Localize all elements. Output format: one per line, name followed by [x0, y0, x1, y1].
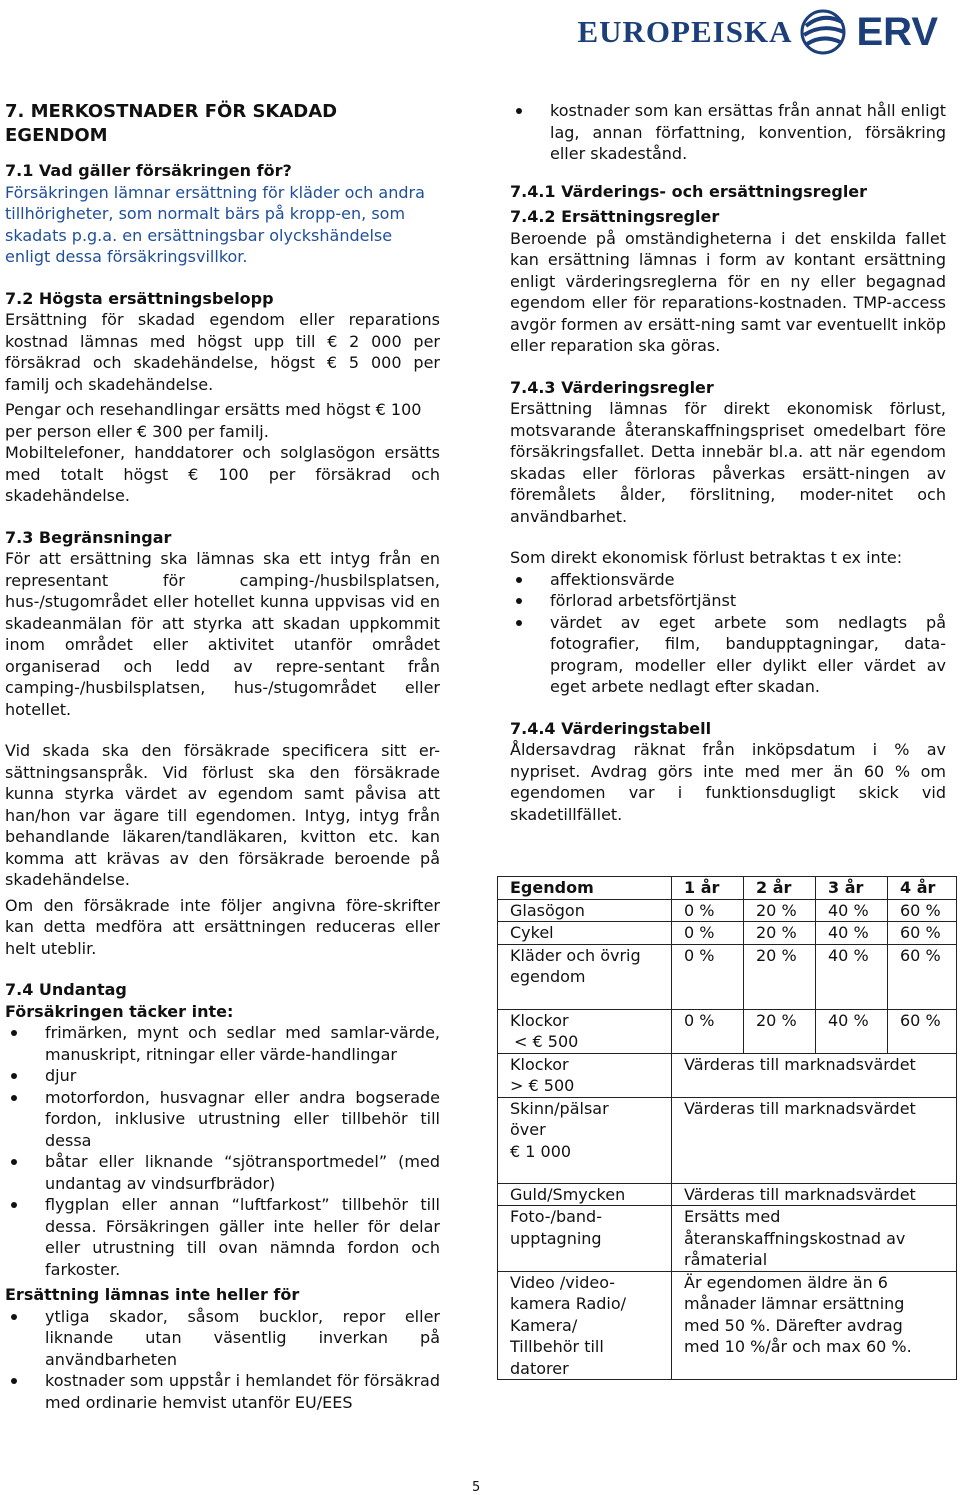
- table-row: [498, 1183, 957, 1206]
- table-cell: 40 %: [816, 944, 888, 1009]
- table-header-cell: 3 år: [816, 877, 888, 900]
- table-cell: 60 %: [888, 922, 957, 945]
- section-7-3-heading: 7.3 Begränsningar: [5, 527, 172, 547]
- table-cell: [498, 1009, 672, 1053]
- exclusions-list-continued: [510, 100, 946, 165]
- table-cell: 60 %: [888, 1009, 957, 1053]
- cell-line: € 1 000: [510, 1141, 572, 1161]
- list-item: flygplan eller annan “luftfarkost” tillbehör till dessa. Försäkringen gäller inte heller för delar eller utrustning till ovan nämnda fordon och farkoster.: [5, 1194, 440, 1280]
- table-row: [498, 1206, 957, 1272]
- section-7-2-text-c: Mobiltelefoner, handdatorer och solglasögon ersätts med totalt högst € 100 per försäkrad och skadehändelse.: [5, 443, 440, 505]
- table-cell: 40 %: [816, 899, 888, 922]
- globe-logo-icon: [798, 8, 848, 56]
- table-cell: Värderas till marknadsvärdet: [672, 1183, 957, 1206]
- table-cell: 0 %: [672, 1009, 744, 1053]
- table-cell: Ersätts med återanskaffningskostnad av råmaterial: [672, 1206, 957, 1272]
- cell-line: Klockor: [510, 1054, 569, 1074]
- table-row: [498, 922, 957, 945]
- table-header-cell: Egendom: [498, 877, 672, 900]
- table-cell: Är egendomen äldre än 6 månader lämnar ersättning med 50 %. Därefter avdrag med 10 %/år och max 60 %.: [672, 1271, 957, 1380]
- list-item: kostnader som kan ersättas från annat håll enligt lag, annan författning, konvention, försäkring eller skadestånd.: [510, 100, 946, 165]
- cell-line: < € 500: [514, 1032, 579, 1051]
- section-7-3-text-c: Om den försäkrade inte följer angivna före-skrifter kan detta medföra att ersättningen reduceras eller helt uteblir.: [5, 895, 440, 958]
- table-row: [498, 1271, 957, 1380]
- table-cell: Video /video-kamera Radio/ Kamera/ Tillbehör till datorer: [498, 1271, 672, 1380]
- exclusions-heading: Försäkringen täcker inte:: [5, 1001, 234, 1021]
- list-item: värdet av eget arbete som nedlagts på fotografier, film, bandupptagningar, data-program, modeller eller dylikt eller värdet av eget arbete nedlagt efter skadan.: [510, 612, 946, 698]
- table-cell: [498, 1053, 672, 1097]
- list-item: frimärken, mynt och sedlar med samlar-värde, manuskript, ritningar eller värde-handlingar: [5, 1022, 440, 1065]
- cell-line: Skinn/pälsar över: [510, 1098, 609, 1139]
- table-row: [498, 1097, 957, 1183]
- section-7-1-text: Försäkringen lämnar ersättning för kläder och andra tillhörigheter, som normalt bärs på kropp-en, som skadats p.g.a. en ersättningsbar olyckshändelse enligt dessa försäkringsvillkor.: [5, 182, 425, 266]
- section-7-3-text-b: Vid skada ska den försäkrade specificera sitt er-sättningsanspråk. Vid förlust ska den försäkrade kunna styrka värdet av egendom samt påvisa att han/hon var ägare till egendomen. Intyg, intyg från behandlande läkaren/tandläkaren, kvitton etc. kan komma att krävas av den försäkrade beroende på skadehändelse.: [5, 741, 440, 889]
- section-7-4-heading: 7.4 Undantag: [5, 980, 127, 999]
- list-item: djur: [5, 1065, 440, 1087]
- section-7-2-text-a: Ersättning för skadad egendom eller reparations kostnad lämnas med högst upp till € 2 000 per försäkrad och skadehändelse, högst € 5 000 per familj och skadehändelse.: [5, 310, 440, 394]
- list-item: båtar eller liknande “sjötransportmedel” (med undantag av vindsurfbrädor): [5, 1151, 440, 1194]
- no-compensation-list: [5, 1306, 440, 1414]
- table-cell: Guld/Smycken: [498, 1183, 672, 1206]
- company-logo: [577, 8, 938, 56]
- section-7-4-4-heading: 7.4.4 Värderingstabell: [510, 718, 712, 738]
- table-header-cell: 1 år: [672, 877, 744, 900]
- right-column: [510, 100, 946, 825]
- table-row: [498, 1009, 957, 1053]
- section-7-heading: 7. MERKOSTNADER FÖR SKADAD EGENDOM: [5, 101, 338, 146]
- table-cell: Glasögon: [498, 899, 672, 922]
- logo-wordmark: EUROPEISKA: [577, 14, 793, 49]
- left-column: [5, 100, 440, 1413]
- section-7-4-2-heading: 7.4.2 Ersättningsregler: [510, 207, 720, 226]
- table-header-cell: 2 år: [744, 877, 816, 900]
- exclusions-list: [5, 1022, 440, 1280]
- table-cell: 20 %: [744, 922, 816, 945]
- table-header-row: [498, 877, 957, 900]
- list-item: affektionsvärde: [510, 569, 946, 591]
- section-7-2-heading: 7.2 Högsta ersättningsbelopp: [5, 288, 274, 308]
- list-item: kostnader som uppstår i hemlandet för försäkrad med ordinarie hemvist utanför EU/EES: [5, 1370, 440, 1413]
- table-cell: Värderas till marknadsvärdet: [672, 1053, 957, 1097]
- section-7-1-heading: 7.1 Vad gäller försäkringen för?: [5, 161, 292, 180]
- table-cell: 0 %: [672, 922, 744, 945]
- direct-loss-intro: Som direkt ekonomisk förlust betraktas t ex inte:: [510, 548, 903, 567]
- logo-erv: ERV: [856, 9, 938, 54]
- table-cell: 0 %: [672, 944, 744, 1009]
- table-cell: Cykel: [498, 922, 672, 945]
- section-7-4-1-heading: 7.4.1 Värderings- och ersättningsregler: [510, 181, 868, 201]
- table-cell: 60 %: [888, 944, 957, 1009]
- table-row: [498, 1053, 957, 1097]
- section-7-4-2-text: Beroende på omständigheterna i det enskilda fallet kan ersättning lämnas i form av kontant ersättning enligt värderingsreglerna för en ny eller begagnad egendom eller för reparations-kostnaden. TMP-access avgör formen av ersätt-ning samt var eventuellt inköp eller reparation ska göras.: [510, 228, 946, 355]
- list-item: förlorad arbetsförtjänst: [510, 590, 946, 612]
- cell-line: Klockor: [510, 1010, 569, 1030]
- direct-loss-list: [510, 569, 946, 698]
- list-item: ytliga skador, såsom bucklor, repor eller liknande utan väsentlig inverkan på användbarheten: [5, 1306, 440, 1371]
- section-7-4-3-text: Ersättning lämnas för direkt ekonomisk förlust, motsvarande återanskaffningspriset omedelbart före försäkringsfallet. Detta innebär bl.a. att när egendom skadas eller förloras påverkas ersätt-ningen av föremålets ålder, förslitning, moder-nitet och användbarhet.: [510, 399, 946, 526]
- table-header-cell: 4 år: [888, 877, 957, 900]
- cell-line: > € 500: [510, 1076, 575, 1095]
- table-cell: 60 %: [888, 899, 957, 922]
- table-cell: 40 %: [816, 922, 888, 945]
- valuation-table: [497, 876, 957, 1380]
- table-cell: [498, 1097, 672, 1183]
- page-number: 5: [472, 1480, 481, 1495]
- table-cell: Värderas till marknadsvärdet: [672, 1097, 957, 1183]
- table-cell: 0 %: [672, 899, 744, 922]
- list-item: motorfordon, husvagnar eller andra bogserade fordon, inklusive utrustning eller tillbehör till dessa: [5, 1087, 440, 1152]
- section-7-4-4-text: Åldersavdrag räknat från inköpsdatum i % av nypriset. Avdrag görs inte med mer än 60 % om egendomen var i funktionsdugligt skick vid skadetillfället.: [510, 740, 946, 824]
- table-row: [498, 899, 957, 922]
- table-cell: Kläder och övrig egendom: [498, 944, 672, 1009]
- table-cell: 20 %: [744, 899, 816, 922]
- table-row: [498, 944, 957, 1009]
- table-cell: Foto-/band-upptagning: [498, 1206, 672, 1272]
- table-cell: 20 %: [744, 1009, 816, 1053]
- table-cell: 40 %: [816, 1009, 888, 1053]
- section-7-2-text-b: Pengar och resehandlingar ersätts med högst € 100 per person eller € 300 per familj.: [5, 400, 422, 441]
- no-compensation-heading: Ersättning lämnas inte heller för: [5, 1285, 300, 1304]
- section-7-3-text-a: För att ersättning ska lämnas ska ett intyg från en representant för camping-/husbilsplatsen, hus-/stugområdet eller hotellet kunna uppvisas vid en skadeanmälan för att styrka att skadan uppkommit inom området eller aktivitet utanför området organiserad och ledd av repre-sentant från camping-/husbilsplatsen, hus-/stugområdet eller hotellet.: [5, 549, 440, 719]
- section-7-4-3-heading: 7.4.3 Värderingsregler: [510, 377, 714, 397]
- table-cell: 20 %: [744, 944, 816, 1009]
